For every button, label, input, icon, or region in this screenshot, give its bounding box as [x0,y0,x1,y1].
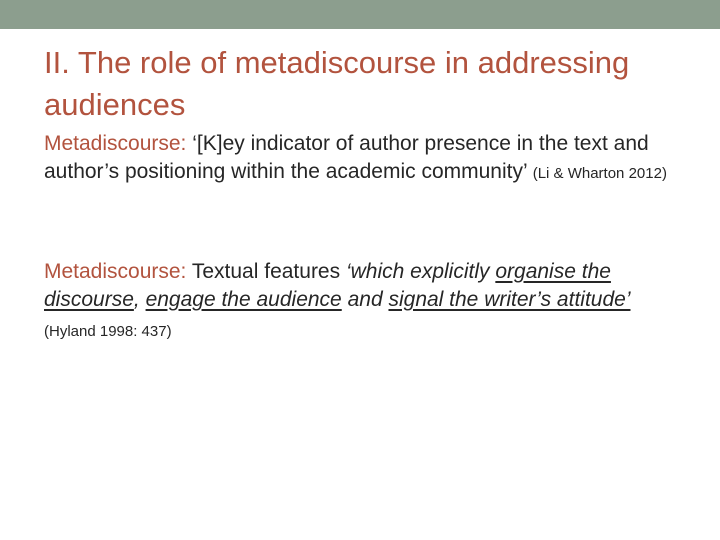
underlined-phrase-organise: organise the discourse [44,260,611,311]
term-label: Metadiscourse: [44,260,192,283]
separator: and [341,288,389,311]
top-accent-bar [0,0,720,29]
quote-opening: ‘which explicitly [345,260,496,283]
citation: (Li & Wharton 2012) [532,165,667,182]
definition-intro: Textual features [191,260,346,283]
separator: , [133,288,146,311]
definition-paragraph-2 [44,258,684,346]
definition-paragraph-1 [44,130,684,188]
underlined-phrase-signal: signal the writer’s attitude’ [388,288,631,311]
underlined-phrase-engage: engage the audience [145,288,342,311]
term-label: Metadiscourse: [44,132,193,155]
slide-title: II. The role of metadiscourse in addressing audiences [44,45,630,122]
citation: (Hyland 1998: 437) [44,323,172,340]
definition-quote: ‘[K]ey indicator of author presence in the text and author’s positioning within the academic community’ [44,132,649,183]
